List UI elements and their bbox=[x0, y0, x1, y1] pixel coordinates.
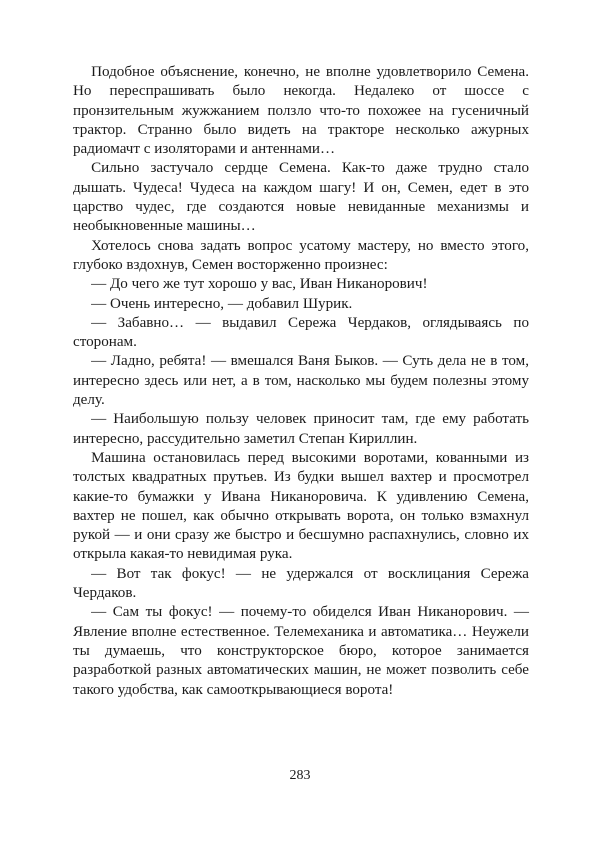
paragraph: — Наибольшую пользу человек приносит там, где ему работать интересно, рассудительно заметил Степан Кириллин. bbox=[73, 411, 529, 447]
paragraph: Хотелось снова задать вопрос усатому мастеру, но вместо этого, глубоко вздохнув, Семен восторженно произнес: bbox=[73, 237, 529, 273]
paragraph: — Забавно… — выдавил Сережа Чердаков, оглядываясь по сторонам. bbox=[73, 314, 529, 351]
paragraph: Сильно застучало сердце Семена. Как-то даже трудно стало дышать. Чудеса! Чудеса на каждом шагу! И он, Семен, едет в это царство чудес, где создаются новые невиданные механизмы и необыкновенные машины… bbox=[73, 160, 529, 235]
paragraph: — Сам ты фокус! — почему-то обиделся Иван Никанорович. — Явление вполне естественное. Телемеханика и автоматика… Неужели ты думаешь, что конструкторское бюро, которое занимается разработкой разных автоматических машин, не может позволить себе такого удобства, как самооткрывающиеся ворота! bbox=[73, 604, 529, 698]
paragraph: — До чего же тут хорошо у вас, Иван Никанорович! bbox=[91, 276, 428, 293]
paragraph: — Очень интересно, — добавил Шурик. bbox=[91, 295, 353, 312]
paragraph: — Вот так фокус! — не удержался от восклицания Сережа Чердаков. bbox=[73, 565, 529, 602]
paragraph: — Ладно, ребята! — вмешался Ваня Быков. — Суть дела не в том, интересно здесь или нет, а в том, насколько мы будем полезны этому делу. bbox=[73, 353, 529, 409]
page-number: 283 bbox=[289, 768, 311, 783]
paragraph: Машина остановилась перед высокими воротами, кованными из толстых квадратных прутьев. Из будки вышел вахтер и просмотрел какие-то бумажки у Ивана Никаноровича. К удивлению Семена, вахтер не пошел, как обычно открывать ворота, он только взмахнул рукой — и они сразу же быстро и бесшумно распахнулись, словно их открыла какая-то невидимая рука. bbox=[73, 449, 529, 563]
page-body-text bbox=[73, 63, 529, 700]
paragraph: Подобное объяснение, конечно, не вполне удовлетворило Семена. Но переспрашивать было некогда. Недалеко от шоссе с пронзительным жужжанием ползло что-то похожее на гусеничный трактор. Странно было видеть на тракторе несколько ажурных радиомачт с изоляторами и антеннами… bbox=[73, 64, 529, 158]
